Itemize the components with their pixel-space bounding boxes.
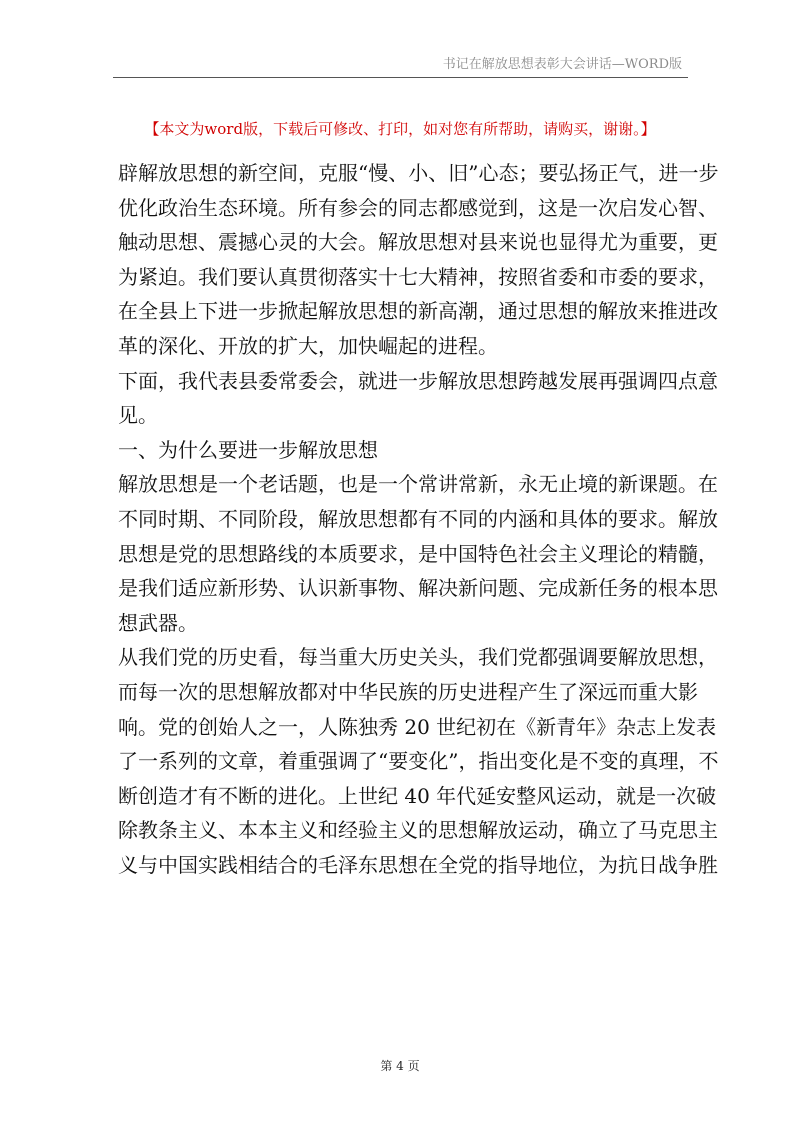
section-heading: 一、为什么要进一步解放思想 [118, 437, 378, 462]
download-notice: 【本文为word版，下载后可修改、打印，如对您有所帮助，请购买，谢谢。】 [144, 120, 656, 138]
document-body [118, 156, 719, 882]
text-line: 在全县上下进一步掀起解放思想的新高潮，通过思想的解放来推进改 [118, 299, 718, 324]
text-line: 见。 [118, 403, 158, 428]
text-line: 辟解放思想的新空间，克服“慢、小、旧”心态；要弘扬正气，进一步 [118, 161, 719, 185]
text-line: 思想是党的思想路线的本质要求，是中国特色社会主义理论的精髓， [118, 541, 718, 566]
text-line: 想武器。 [118, 610, 198, 635]
text-line: 革的深化、开放的扩大，加快崛起的进程。 [118, 333, 498, 358]
text-line: 优化政治生态环境。所有参会的同志都感觉到，这是一次启发心智、 [118, 195, 718, 220]
text-line: 为紧迫。我们要认真贯彻落实十七大精神，按照省委和市委的要求， [118, 264, 718, 289]
page-header-title: 书记在解放思想表彰大会讲话—WORD版 [442, 57, 682, 72]
page-number: 第 4 页 [380, 1059, 420, 1073]
text-line: 不同时期、不同阶段，解放思想都有不同的内涵和具体的要求。解放 [118, 506, 718, 531]
text-line: 是我们适应新形势、认识新事物、解决新问题、完成新任务的根本思 [118, 576, 718, 601]
text-line: 从我们党的历史看，每当重大历史关头，我们党都强调要解放思想， [118, 645, 718, 670]
header-rule [113, 77, 688, 78]
text-line: 响。党的创始人之一，人陈独秀 20 世纪初在《新青年》杂志上发表 [118, 714, 717, 739]
text-line: 触动思想、震撼心灵的大会。解放思想对县来说也显得尤为重要，更 [118, 230, 718, 255]
text-line: 了一系列的文章，着重强调了“要变化”，指出变化是不变的真理，不 [118, 749, 719, 774]
text-line: 断创造才有不断的进化。上世纪 40 年代延安整风运动，就是一次破 [118, 783, 717, 808]
text-line: 除教条主义、本本主义和经验主义的思想解放运动，确立了马克思主 [118, 818, 718, 843]
text-line: 下面，我代表县委常委会，就进一步解放思想跨越发展再强调四点意 [118, 368, 718, 393]
text-line: 解放思想是一个老话题，也是一个常讲常新，永无止境的新课题。在 [118, 472, 718, 497]
text-line: 而每一次的思想解放都对中华民族的历史进程产生了深远而重大影 [118, 679, 698, 704]
text-line: 义与中国实践相结合的毛泽东思想在全党的指导地位，为抗日战争胜 [118, 852, 718, 877]
